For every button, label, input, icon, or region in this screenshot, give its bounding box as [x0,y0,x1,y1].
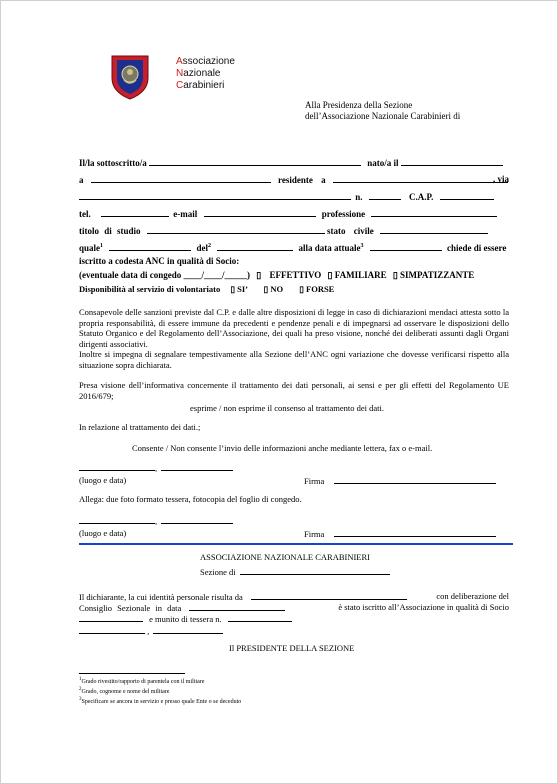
checkbox-effettivo[interactable]: ▯ [256,270,262,280]
form-row-education: titolo di studio stato civile [79,225,488,236]
military-name-field[interactable] [217,242,293,251]
office-place-field[interactable] [79,625,145,634]
street-field[interactable] [79,191,351,200]
form-row-request: iscritto a codesta ANC in qualità di Socio: [79,256,240,266]
deliberation-date-field[interactable] [189,602,285,611]
form-row-contacts: tel. e-mail professione [79,208,497,219]
office-text-line-3: e munito di tessera n. [79,613,292,624]
office-text-line-4: , [79,625,223,636]
birthplace-field[interactable] [91,174,271,183]
president-label: Il PRESIDENTE DELLA SEZIONE [229,643,355,653]
form-row-residence: a residente a , via [79,174,509,185]
phone-field[interactable] [101,208,169,217]
house-number-field[interactable] [369,191,401,200]
footnote-separator [79,673,185,674]
checkbox-simpatizzante[interactable]: ▯ [392,270,398,280]
declaration-paragraph-1: Consapevole delle sanzioni previste dal C.P. e dalle altre disposizioni di legge in caso di dichiarazioni mendaci attesta sotto la propria responsabilità, di essere immune da precedenti e pendenze penali e di impegnarsi ad osservare le disposizioni dello Statuto Organico e del Regolamento dell’Associazione, dei quali ha preso visione, nonché dei deliberati assunti dagli Organi dirigenti associativi. [79,307,509,349]
addressee-line-2: dell’Associazione Nazionale Carabinieri di [305,111,461,121]
signature-field-2[interactable] [334,528,496,537]
name-field[interactable] [149,157,361,166]
place-field-1[interactable] [79,462,155,471]
section-name-field[interactable] [240,566,390,575]
marital-status-field[interactable] [380,225,488,234]
birthdate-field[interactable] [401,157,503,166]
shield-logo-icon [110,54,150,100]
form-row-volunteer: Disponibilità al servizio di volontariato ▯ SI’ ▯ NO ▯ FORSE [79,284,335,294]
place-date-label-1: (luogo e data) [79,475,127,485]
card-number-field[interactable] [228,613,292,622]
office-section: Sezione di [200,566,390,577]
signature-label-2: Firma [304,528,496,539]
checkbox-no[interactable]: ▯ [263,284,269,294]
email-field[interactable] [204,208,316,217]
logo-line-3: Carabinieri [176,80,225,91]
profession-field[interactable] [371,208,497,217]
footnote-2: $^2$Grado, cognome e nome del militare [79,687,170,695]
signature-block-1: , [79,462,233,473]
footnote-3: $^3$Specificare se ancora in servizio e presso quale Ente o se deceduto [79,697,242,705]
checkbox-forse[interactable]: ▯ [299,284,304,294]
office-date-field[interactable] [153,625,223,634]
consent-data-line[interactable]: esprime / non esprime il consenso al trattamento dei dati. [190,403,385,413]
signature-field-1[interactable] [334,475,496,484]
signature-label-1: Firma [304,475,496,486]
relation-field[interactable] [109,242,191,251]
office-text-line-2: Consiglio Sezionale in data è stato iscritto all’Associazione in qualità di Socio [79,602,509,613]
form-row-name: Il/la sottoscritto/a nato/a il [79,157,503,168]
attachments-note: Allega: due foto formato tessera, fotocopia del foglio di congedo. [79,494,302,504]
form-row-relation: quale$^1$ del$^2$ alla data attuale$^3$ chiede di essere [79,243,507,253]
logo-line-2: Nazionale [176,68,221,79]
place-date-label-2: (luogo e data) [79,528,127,538]
education-field[interactable] [147,225,325,234]
signature-block-2: , [79,515,233,526]
footnote-1: $^1$Grado rivestito/rapporto di parentela con il militare [79,677,205,685]
consent-contact-line[interactable]: Consente / Non consente l’invio delle informazioni anche mediante lettera, fax o e-mail. [132,443,433,453]
declaration-paragraph-2: Inoltre si impegna di segnalare tempestivamente alla Sezione dell’ANC ogni variazione che dovesse verificarsi rispetto alla situazione sopra dichiarata. [79,349,509,370]
data-relation-line: In relazione al trattamento dei dati.; [79,422,201,432]
date-field-2[interactable] [161,515,233,524]
office-text-line-1: Il dichiarante, la cui identità personale risulta da con deliberazione del [79,591,509,602]
place-field-2[interactable] [79,515,155,524]
section-divider [79,543,513,545]
form-row-member-type: (eventuale data di congedo ____/____/_____) ▯ EFFETTIVO ▯ FAMILIARE ▯ SIMPATIZZANTE [79,270,475,280]
cap-field[interactable] [440,191,494,200]
residence-field[interactable] [333,174,508,183]
addressee-line-1: Alla Presidenza della Sezione [305,100,413,110]
date-field-1[interactable] [161,462,233,471]
member-type-field[interactable] [79,613,143,622]
privacy-paragraph: Presa visione dell’informativa concernente il trattamento dei dati personali, ai sensi e per gli effetti del Regolamento UE 2016/679; [79,380,509,401]
form-row-address: n. C.A.P. [79,191,494,202]
identity-document-field[interactable] [251,591,407,600]
checkbox-familiare[interactable]: ▯ [327,270,333,280]
logo-wordmark [176,56,235,92]
office-title: ASSOCIAZIONE NAZIONALE CARABINIERI [200,552,370,562]
current-status-field[interactable] [370,242,442,251]
logo-line-1: Associazione [176,56,235,67]
checkbox-si[interactable]: ▯ [230,284,236,294]
discharge-date-field[interactable]: ____/____/_____) [183,270,250,280]
anc-logo [110,54,150,100]
